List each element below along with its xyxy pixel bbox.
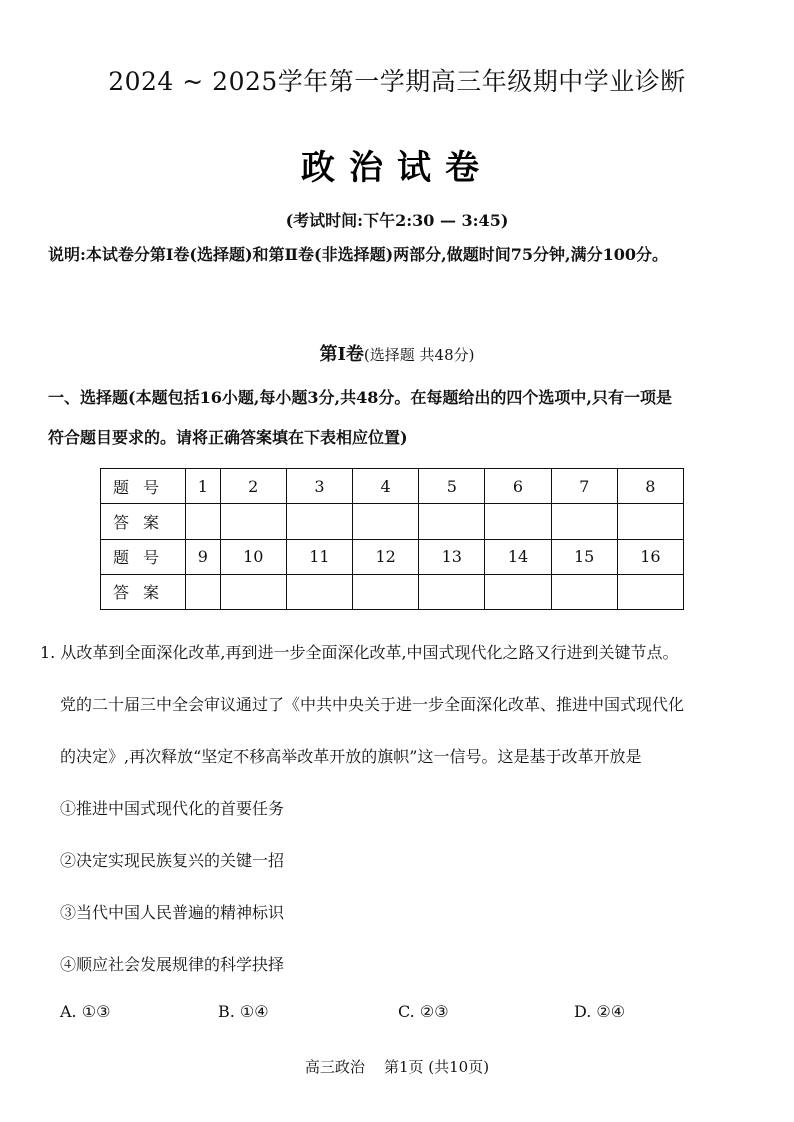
answer-cell[interactable] — [186, 574, 221, 609]
answer-cell[interactable] — [485, 504, 551, 539]
answer-cell[interactable] — [286, 504, 352, 539]
question-number-cell: 11 — [286, 539, 352, 574]
question-1-item-3: ③当代中国人民普遍的精神标识 — [60, 903, 285, 922]
exam-title: 2024 ~ 2025学年第一学期高三年级期中学业诊断 — [108, 67, 686, 96]
question-number-cell: 4 — [353, 469, 419, 504]
answer-cell[interactable] — [617, 574, 683, 609]
answer-header: 答案 — [101, 504, 186, 539]
question-1-item-4: ④顺应社会发展规律的科学抉择 — [60, 955, 285, 974]
answer-cell[interactable] — [353, 574, 419, 609]
question-number-cell: 8 — [617, 469, 683, 504]
question-number-cell: 3 — [286, 469, 352, 504]
choice-b[interactable]: B. ①④ — [218, 1002, 269, 1021]
question-number-cell: 13 — [419, 539, 485, 574]
exam-instructions: 说明:本试卷分第Ⅰ卷(选择题)和第Ⅱ卷(非选择题)两部分,做题时间75分钟,满分100分。 — [48, 245, 668, 264]
answer-cell[interactable] — [353, 504, 419, 539]
choice-d[interactable]: D. ②④ — [574, 1002, 626, 1021]
subject-title: 政治试卷 — [301, 148, 493, 188]
section-intro-line-1: 一、选择题(本题包括16小题,每小题3分,共48分。在每题给出的四个选项中,只有一项是 — [48, 388, 672, 407]
question-number-cell: 7 — [551, 469, 617, 504]
question-number-cell: 16 — [617, 539, 683, 574]
question-number-row-1 — [101, 469, 684, 504]
section-title — [0, 340, 794, 366]
exam-time: (考试时间:下午2:30 — 3:45) — [285, 211, 509, 230]
answer-cell[interactable] — [419, 574, 485, 609]
question-number-header: 题号 — [101, 539, 186, 574]
section-title-sub: (选择题 共48分) — [363, 346, 475, 364]
answer-cell[interactable] — [551, 504, 617, 539]
answer-row-1 — [101, 504, 684, 539]
answer-cell[interactable] — [220, 504, 286, 539]
question-1-stem-line-3: 的决定》,再次释放“坚定不移高举改革开放的旗帜”这一信号。这是基于改革开放是 — [60, 747, 642, 766]
answer-cell[interactable] — [485, 574, 551, 609]
question-number-cell: 15 — [551, 539, 617, 574]
choice-c[interactable]: C. ②③ — [398, 1002, 449, 1021]
question-number-cell: 1 — [186, 469, 221, 504]
section-title-main: 第Ⅰ卷 — [319, 344, 364, 365]
question-number-cell: 6 — [485, 469, 551, 504]
question-1-stem-line-1: 1. 从改革到全面深化改革,再到进一步全面深化改革,中国式现代化之路又行进到关键节点。 — [40, 643, 679, 662]
answer-table — [100, 468, 684, 610]
question-number-cell: 2 — [220, 469, 286, 504]
question-1-stem-line-2: 党的二十届三中全会审议通过了《中共中央关于进一步全面深化改革、推进中国式现代化 — [60, 695, 685, 714]
question-number-cell: 10 — [220, 539, 286, 574]
question-number-cell: 14 — [485, 539, 551, 574]
section-intro — [48, 378, 748, 458]
question-number-header: 题号 — [101, 469, 186, 504]
question-number-cell: 12 — [353, 539, 419, 574]
answer-cell[interactable] — [419, 504, 485, 539]
answer-cell[interactable] — [186, 504, 221, 539]
question-number-row-2 — [101, 539, 684, 574]
question-1-item-1: ①推进中国式现代化的首要任务 — [60, 799, 285, 818]
question-number-cell: 5 — [419, 469, 485, 504]
answer-row-2 — [101, 574, 684, 609]
question-1-item-2: ②决定实现民族复兴的关键一招 — [60, 851, 285, 870]
choice-a[interactable]: A. ①③ — [60, 1002, 111, 1021]
section-intro-line-2: 符合题目要求的。请将正确答案填在下表相应位置) — [48, 428, 408, 447]
page-footer: 高三政治 第1页 (共10页) — [304, 1058, 490, 1076]
answer-cell[interactable] — [617, 504, 683, 539]
question-number-cell: 9 — [186, 539, 221, 574]
answer-cell[interactable] — [220, 574, 286, 609]
answer-cell[interactable] — [286, 574, 352, 609]
answer-header: 答案 — [101, 574, 186, 609]
answer-cell[interactable] — [551, 574, 617, 609]
